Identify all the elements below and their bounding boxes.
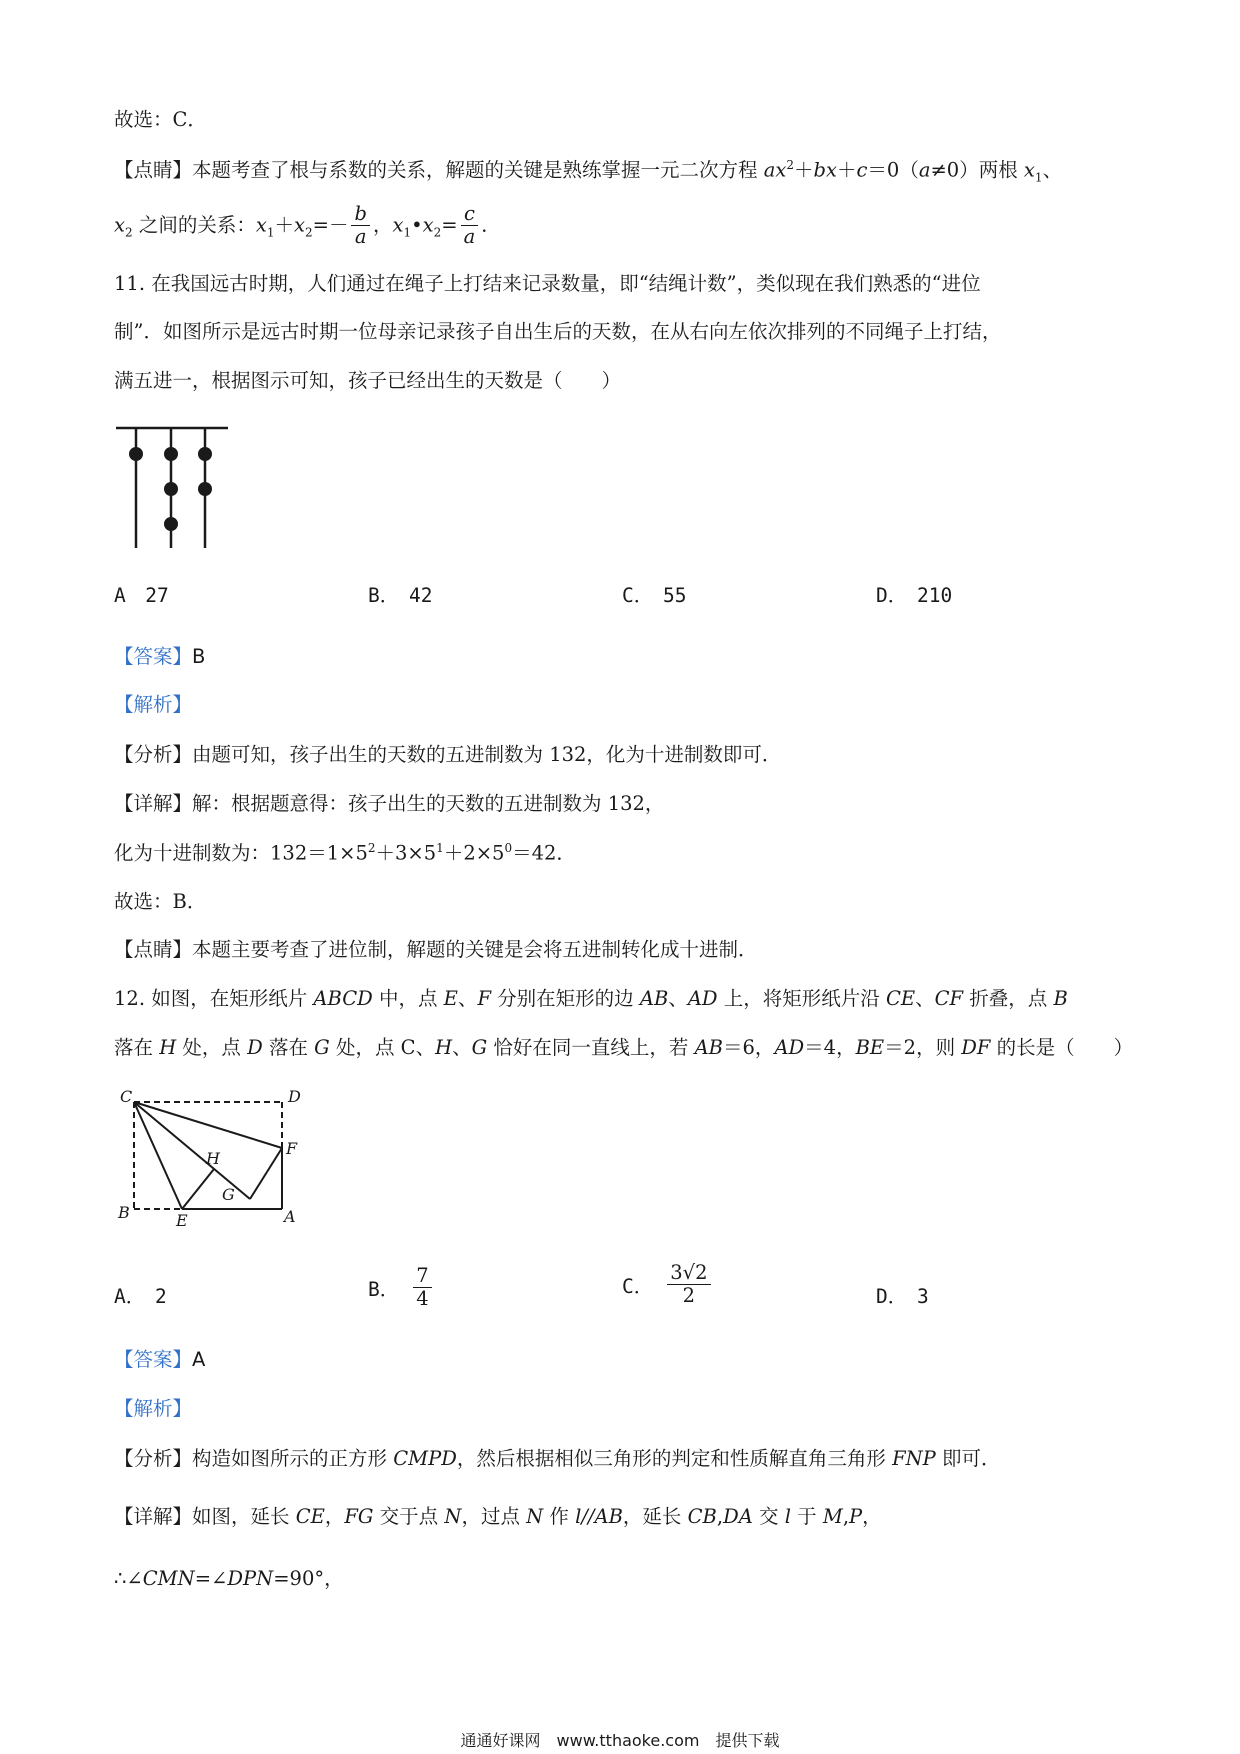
- q12-answer: 【答案】A: [114, 1348, 206, 1371]
- q11-option-c[interactable]: C． 55: [622, 584, 687, 607]
- q11-dianjing: 【点睛】本题主要考查了进位制，解题的关键是会将五进制转化成十进制．: [114, 938, 758, 961]
- knot: [198, 482, 212, 496]
- answer-prev: 故选：C．: [114, 108, 207, 131]
- q12-text-line1: 12. 如图，在矩形纸片 ABCD 中，点 E、F 分别在矩形的边 AB、AD 上，将矩形纸片沿 CE、CF 折叠，点 B: [114, 987, 1068, 1010]
- q11-choice: 故选：B．: [114, 890, 207, 913]
- label-h: H: [206, 1149, 220, 1168]
- q12-jiexi-heading: 【解析】: [114, 1397, 193, 1420]
- q11-detail: 【详解】解：根据题意得：孩子出生的天数的五进制数为 132，: [114, 792, 665, 815]
- q11-answer: 【答案】B: [114, 645, 206, 668]
- label-e: E: [176, 1211, 188, 1228]
- segment-gf: [250, 1148, 282, 1199]
- q11-calculation: 化为十进制数为：$132=1\times 5^2+3\times 5^1+2\times 5^0=42$．: [114, 841, 576, 865]
- q11-text-line1: 11. 在我国远古时期，人们通过在绳子上打结来记录数量，即“结绳计数”，类似现在我们熟悉的“进位: [114, 272, 981, 295]
- q12-analysis: 【分析】构造如图所示的正方形 CMPD，然后根据相似三角形的判定和性质解直角三角形 FNP 即可．: [114, 1447, 1001, 1470]
- q12-text-line2: 落在 H 处，点 D 落在 G 处，点 C、H、G 恰好在同一直线上，若 AB＝6，AD＝4，BE＝2，则 DF 的长是（ ）: [114, 1036, 1134, 1059]
- q11-option-a[interactable]: A 27: [114, 584, 169, 607]
- knot: [164, 482, 178, 496]
- footer-watermark: 通通好课网 www.tthaoke.com 提供下载: [460, 1731, 780, 1750]
- q12-angle-line: ∴∠CMN=∠DPN=90°，: [114, 1567, 344, 1590]
- fold-cf: [134, 1102, 282, 1148]
- fraction-b-over-a: $\frac{b}{a}$: [351, 203, 369, 249]
- q12-detail: 【详解】如图，延长 CE，FG 交于点 N，过点 N 作 l//AB，延长 CB,DA 交 l 于 M,P，: [114, 1505, 882, 1528]
- q11-option-d[interactable]: D． 210: [876, 584, 953, 607]
- segment-eh: [182, 1169, 214, 1209]
- label-d: D: [288, 1088, 301, 1106]
- label-c: C: [120, 1088, 133, 1106]
- q11-analysis: 【分析】由题可知，孩子出生的天数的五进制数为 132，化为十进制数即可．: [114, 743, 782, 766]
- q12-option-b[interactable]: B． $\frac{7}{4}$: [368, 1265, 435, 1311]
- label-b: B: [118, 1203, 130, 1222]
- fold-ce: [134, 1102, 182, 1209]
- q12-option-d[interactable]: D． 3: [876, 1285, 929, 1308]
- label-g: G: [222, 1185, 235, 1204]
- dianjing-prev-line1: 【点睛】本题考查了根与系数的关系，解题的关键是熟练掌握一元二次方程 $ax^2+bx+c=0(a\ne 0)$两根 $x_1$、: [114, 158, 1063, 185]
- knot: [164, 517, 178, 531]
- knot: [198, 447, 212, 461]
- q12-option-c[interactable]: C． $\frac{3√2}{2}$: [622, 1262, 714, 1308]
- dianjing-prev-line2: $x_2$ 之间的关系：$x_1+x_2=-$ $\frac{b}{a}$ ，$x_1•x_2=$ $\frac{c}{a}$ ．: [114, 202, 501, 249]
- q11-jiexi-heading: 【解析】: [114, 693, 193, 716]
- q12-option-a[interactable]: A． 2: [114, 1285, 167, 1308]
- knot: [164, 447, 178, 461]
- fraction-c-over-a: $\frac{c}{a}$: [461, 203, 479, 249]
- folded-rectangle-figure: [110, 1088, 310, 1228]
- q11-text-line3: 满五进一，根据图示可知，孩子已经出生的天数是（ ）: [114, 369, 622, 392]
- knot-rope-figure: [112, 420, 232, 550]
- knot: [129, 447, 143, 461]
- q11-option-b[interactable]: B． 42: [368, 584, 433, 607]
- label-a: A: [284, 1207, 296, 1226]
- label-f: F: [286, 1139, 298, 1158]
- q11-text-line2: 制”．如图所示是远古时期一位母亲记录孩子自出生后的天数，在从右向左依次排列的不同绳子上打结，: [114, 320, 1002, 343]
